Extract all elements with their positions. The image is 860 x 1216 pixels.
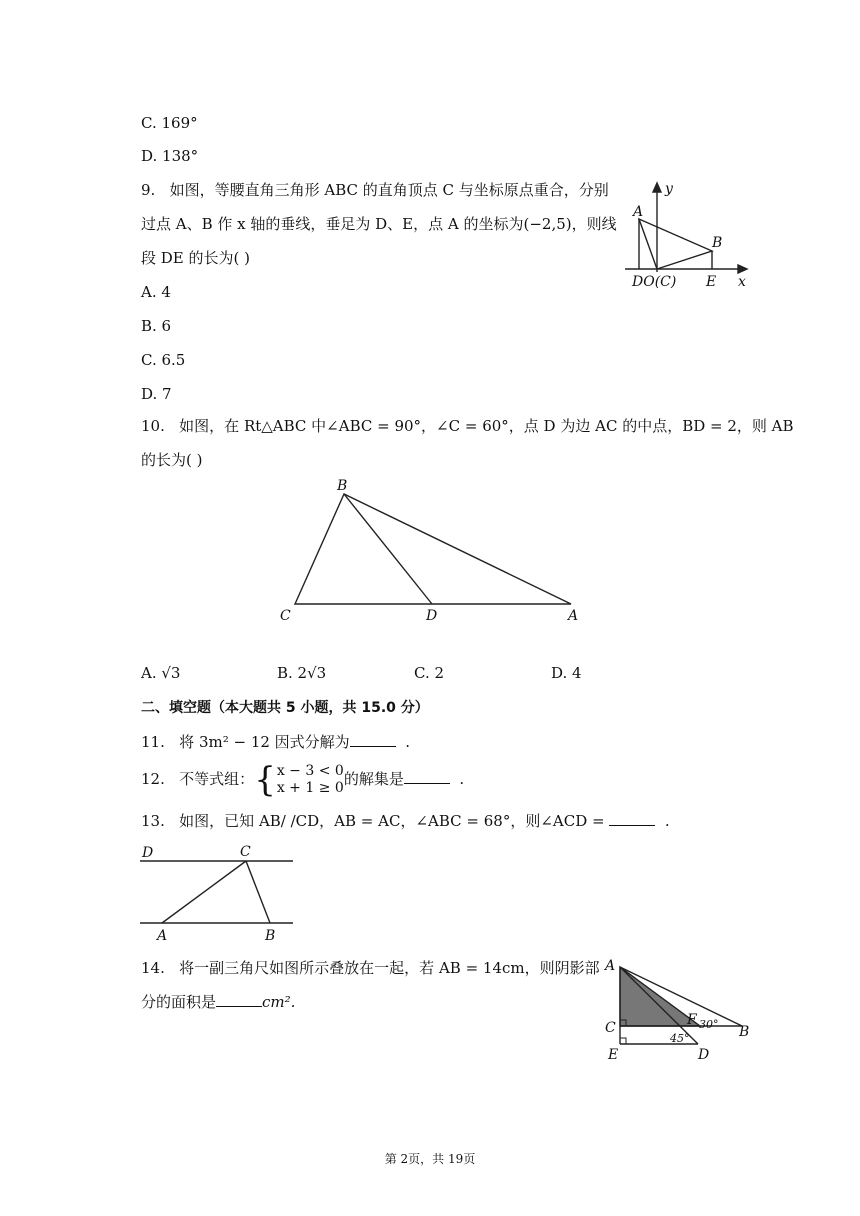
q14-unit: cm². bbox=[262, 993, 296, 1011]
q12-system bbox=[277, 763, 344, 797]
q9-option-d: D. 7 bbox=[141, 385, 172, 403]
q10-label-a: A bbox=[568, 608, 579, 624]
q9-label-b: B bbox=[712, 235, 723, 251]
q14-label-a: A bbox=[605, 958, 616, 974]
q9-y-arrow bbox=[653, 183, 661, 192]
q9-option-b: B. 6 bbox=[141, 317, 172, 335]
q14-label-c: C bbox=[605, 1020, 616, 1036]
q10-line1 bbox=[141, 416, 794, 436]
q13-figure bbox=[138, 840, 298, 946]
q14-line2 bbox=[141, 992, 295, 1012]
q14-answer-blank[interactable] bbox=[216, 992, 262, 1007]
q14-line1 bbox=[141, 958, 600, 978]
q13-line bbox=[141, 811, 670, 831]
q9-figure bbox=[620, 180, 760, 292]
q9-x-arrow bbox=[738, 265, 747, 273]
q12-answer-blank[interactable] bbox=[404, 769, 450, 784]
q12-inequality-2: x + 1 ≥ 0 bbox=[276, 780, 344, 796]
q14-label-b: B bbox=[739, 1024, 750, 1040]
section2-title: 二、填空题（本大题共 5 小题，共 15.0 分） bbox=[141, 700, 429, 716]
q14-label-d: D bbox=[698, 1047, 710, 1063]
q9-label-e: E bbox=[706, 274, 717, 290]
q14-right-angle-e bbox=[620, 1038, 626, 1044]
q10-label-c: C bbox=[280, 608, 291, 624]
q13-period: . bbox=[664, 812, 670, 830]
q9-line1 bbox=[141, 180, 609, 200]
q10-option-d: D. 4 bbox=[551, 664, 582, 682]
q14-text-line2: 分的面积是 bbox=[141, 993, 217, 1011]
q11-text: 将 3m² − 12 因式分解为 bbox=[179, 733, 350, 751]
q12-text-before: 不等式组： bbox=[179, 770, 255, 788]
q12-inequality-1: x − 3 < 0 bbox=[276, 763, 344, 779]
q10-number: 10. bbox=[141, 417, 165, 435]
q9-option-a: A. 4 bbox=[141, 283, 171, 301]
q10-option-b: B. 2√3 bbox=[277, 664, 327, 682]
q9-line3: 段 DE 的长为( ) bbox=[141, 249, 250, 267]
q12-brace: { bbox=[254, 760, 276, 800]
q10-option-a: A. √3 bbox=[141, 664, 181, 682]
q8-option-c: C. 169° bbox=[141, 114, 198, 132]
q13-answer-blank[interactable] bbox=[609, 811, 655, 826]
q9-label-y: y bbox=[665, 181, 673, 197]
q13-label-c: C bbox=[240, 844, 251, 860]
q12-number: 12. bbox=[141, 770, 165, 788]
q14-angle-30: 30° bbox=[699, 1018, 719, 1031]
q9-number: 9. bbox=[141, 181, 156, 199]
q10-text-line1: 如图，在 Rt△ABC 中∠ABC = 90°，∠C = 60°，点 D 为边 AC 的中点，BD = 2，则 AB bbox=[179, 417, 794, 435]
page-footer: 第 2页，共 19页 bbox=[384, 1152, 476, 1166]
q13-label-b: B bbox=[265, 928, 276, 944]
q13-segment-bc bbox=[246, 861, 270, 923]
q9-label-doc: DO(C) bbox=[632, 274, 677, 290]
q13-label-a: A bbox=[157, 928, 168, 944]
q10-triangle bbox=[295, 494, 571, 604]
q9-option-c: C. 6.5 bbox=[141, 351, 186, 369]
q11-answer-blank[interactable] bbox=[350, 732, 396, 747]
q9-text-line1: 如图，等腰直角三角形 ABC 的直角顶点 C 与坐标原点重合，分别 bbox=[169, 181, 609, 199]
q13-segment-ac bbox=[162, 861, 246, 923]
q12-text-mid: 的解集是 bbox=[343, 770, 404, 788]
q10-median-bd bbox=[344, 494, 432, 604]
q13-label-d: D bbox=[142, 845, 154, 861]
q11-line bbox=[141, 732, 410, 752]
q14-label-e: E bbox=[608, 1047, 619, 1063]
q13-number: 13. bbox=[141, 812, 165, 830]
q8-option-d: D. 138° bbox=[141, 147, 199, 165]
q10-option-c: C. 2 bbox=[414, 664, 445, 682]
q14-angle-45: 45° bbox=[670, 1032, 690, 1045]
q11-period: . bbox=[405, 733, 411, 751]
q9-label-x: x bbox=[738, 274, 746, 290]
q12-line bbox=[141, 760, 465, 800]
q14-label-f: F bbox=[687, 1012, 697, 1028]
q9-triangle bbox=[639, 219, 712, 269]
q10-label-b: B bbox=[337, 478, 348, 494]
q13-text: 如图，已知 AB/ /CD，AB = AC，∠ABC = 68°，则∠ACD = bbox=[179, 812, 605, 830]
q9-label-a: A bbox=[633, 204, 644, 220]
q14-figure bbox=[602, 958, 757, 1064]
q10-label-d: D bbox=[426, 608, 438, 624]
q10-line2: 的长为( ) bbox=[141, 451, 203, 469]
q14-text-line1: 将一副三角尺如图所示叠放在一起，若 AB = 14cm，则阴影部 bbox=[179, 959, 600, 977]
q14-number: 14. bbox=[141, 959, 165, 977]
q12-period: . bbox=[459, 770, 465, 788]
q9-line2: 过点 A、B 作 x 轴的垂线，垂足为 D、E，点 A 的坐标为(−2,5)，则线 bbox=[141, 215, 617, 233]
q10-figure bbox=[270, 472, 600, 632]
q11-number: 11. bbox=[141, 733, 165, 751]
